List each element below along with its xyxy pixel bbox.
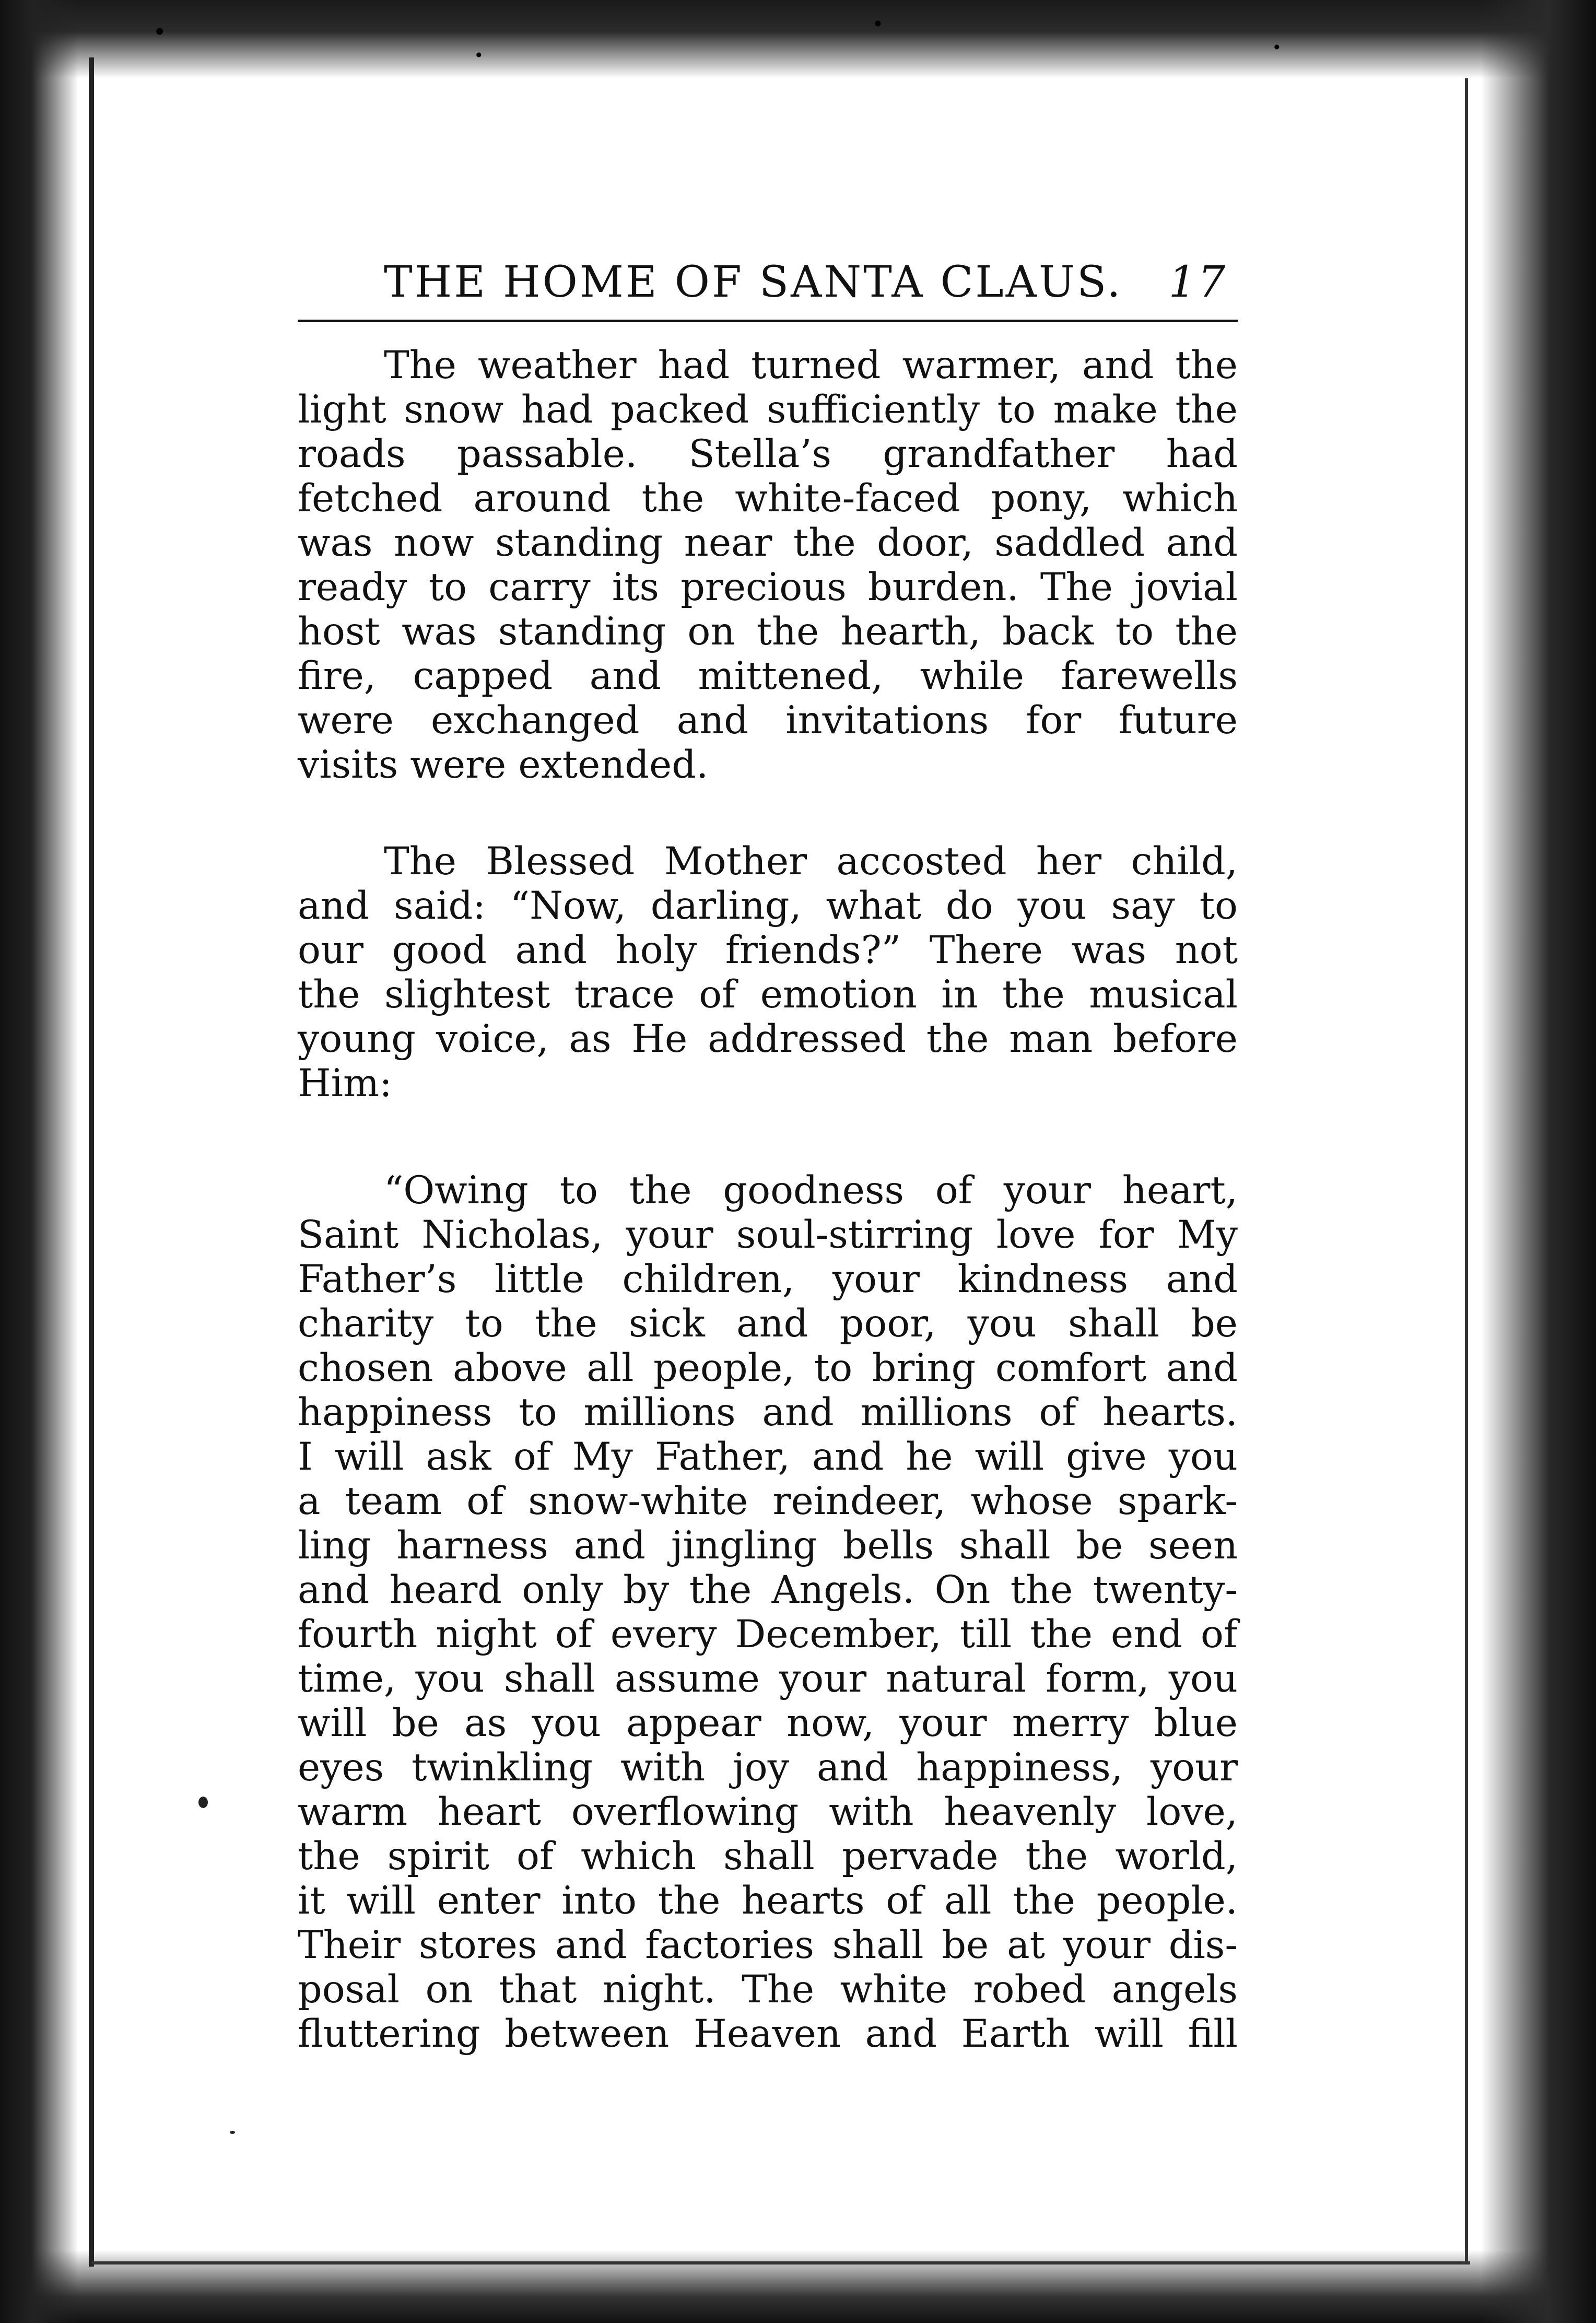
text-line: fetched around the white-faced pony, which xyxy=(298,476,1238,521)
text-line: was now standing near the door, saddled and xyxy=(298,521,1238,565)
scan-edge-top xyxy=(0,0,1596,78)
ink-speck xyxy=(198,1797,208,1808)
scan-edge-left xyxy=(0,0,78,2323)
text-line: a team of snow-white reindeer, whose spark- xyxy=(298,1479,1238,1523)
page-border-left xyxy=(89,57,94,2267)
text-line: roads passable. Stella’s grandfather had xyxy=(298,432,1238,476)
text-line: were exchanged and invitations for future xyxy=(298,698,1238,743)
text-line: visits were extended. xyxy=(298,743,709,787)
text-line: warm heart overflowing with heavenly love, xyxy=(298,1790,1238,1834)
text-line: Him: xyxy=(298,1061,392,1106)
text-line: time, you shall assume your natural form, you xyxy=(298,1657,1238,1701)
scan-edge-right xyxy=(1481,0,1596,2323)
page-border-right xyxy=(1465,78,1468,2261)
text-line: our good and holy friends?” There was not xyxy=(298,928,1238,972)
text-line: The weather had turned warmer, and the xyxy=(384,343,1238,388)
paragraph xyxy=(298,343,1238,787)
text-line: light snow had packed sufficiently to make the xyxy=(298,388,1238,432)
text-line: fluttering between Heaven and Earth will fill xyxy=(298,2012,1238,2056)
page-content xyxy=(298,257,1238,2056)
text-line: I will ask of My Father, and he will give you xyxy=(298,1435,1238,1479)
text-line: fire, capped and mittened, while farewells xyxy=(298,654,1238,698)
text-line: charity to the sick and poor, you shall be xyxy=(298,1301,1238,1346)
text-line: Saint Nicholas, your soul-stirring love for My xyxy=(298,1213,1238,1257)
text-line: it will enter into the hearts of all the people. xyxy=(298,1879,1238,1923)
text-line: eyes twinkling with joy and happiness, your xyxy=(298,1745,1238,1790)
paragraph xyxy=(298,1168,1238,2056)
text-line: the slightest trace of emotion in the musical xyxy=(298,972,1238,1017)
text-line: “Owing to the goodness of your heart, xyxy=(384,1168,1238,1213)
text-line: happiness to millions and millions of hearts. xyxy=(298,1390,1238,1435)
text-line: and said: “Now, darling, what do you say to xyxy=(298,884,1238,928)
paragraph xyxy=(298,839,1238,1106)
running-head xyxy=(298,257,1238,322)
text-line: posal on that night. The white robed angels xyxy=(298,1967,1238,2012)
ink-speck xyxy=(230,2131,235,2134)
text-line: host was standing on the hearth, back to the xyxy=(298,609,1238,654)
text-line: fourth night of every December, till the end of xyxy=(298,1612,1238,1657)
text-line: ling harness and jingling bells shall be seen xyxy=(298,1523,1238,1568)
scan-edge-bottom xyxy=(0,2250,1596,2323)
text-line: chosen above all people, to bring comfort and xyxy=(298,1346,1238,1390)
text-line: and heard only by the Angels. On the twenty- xyxy=(298,1568,1238,1612)
text-line: young voice, as He addressed the man before xyxy=(298,1017,1238,1061)
text-line: the spirit of which shall pervade the world, xyxy=(298,1834,1238,1879)
text-line: The Blessed Mother accosted her child, xyxy=(384,839,1238,884)
text-line: Their stores and factories shall be at your dis- xyxy=(298,1923,1238,1967)
text-line: will be as you appear now, your merry blue xyxy=(298,1701,1238,1745)
page-border-bottom xyxy=(91,2261,1470,2265)
running-title: THE HOME OF SANTA CLAUS. xyxy=(384,257,1123,307)
text-line: ready to carry its precious burden. The jovial xyxy=(298,565,1238,609)
page-number: 17 xyxy=(1168,257,1227,307)
text-line: Father’s little children, your kindness and xyxy=(298,1257,1238,1301)
